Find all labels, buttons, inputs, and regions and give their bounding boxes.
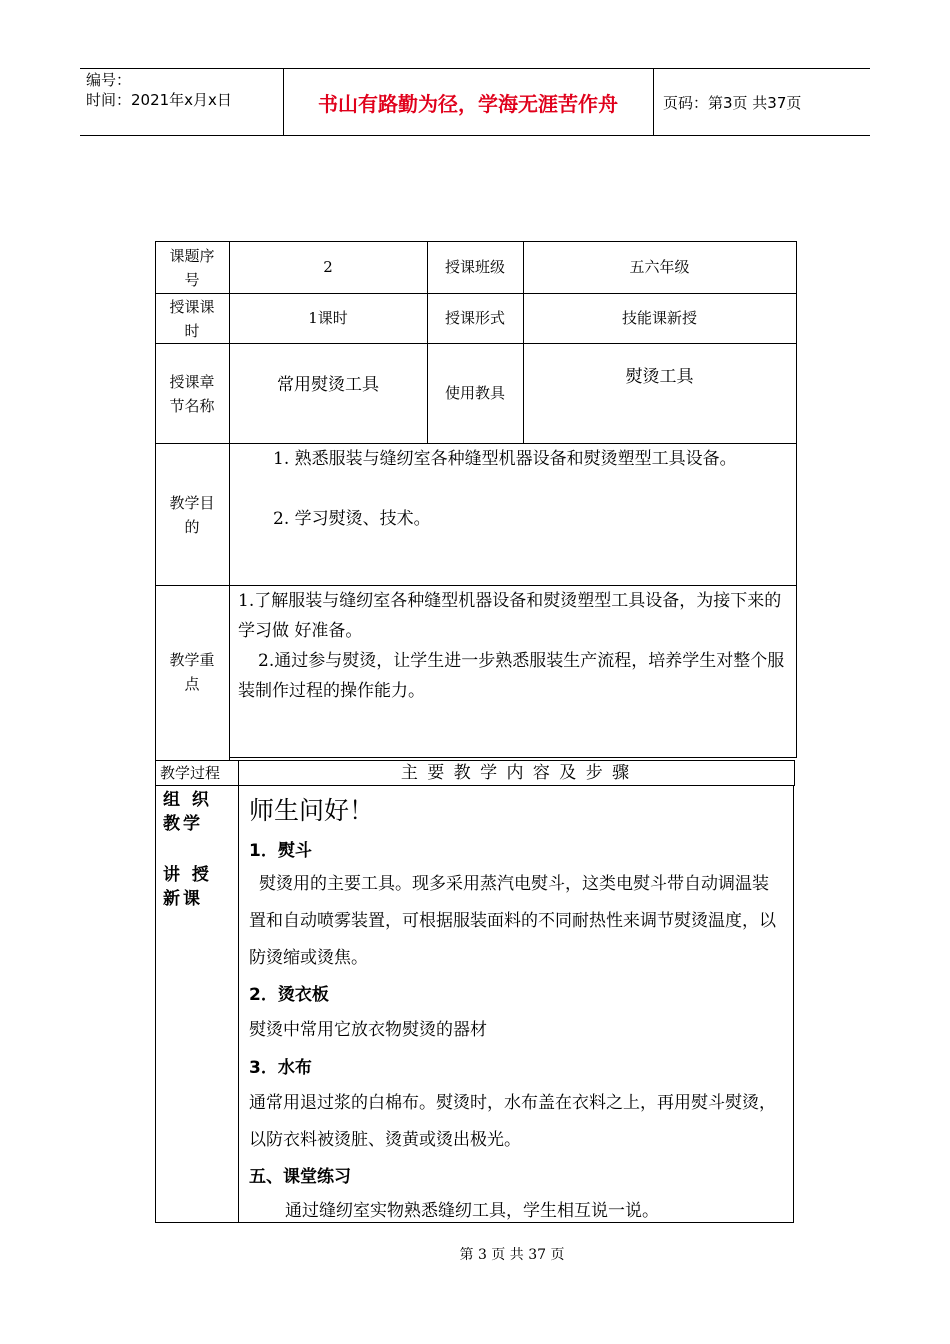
section-1-body: 熨烫用的主要工具。现多采用蒸汽电熨斗，这类电熨斗带自动调温装置和自动喷雾装置，可根据服装面料的不同耐热性来调节熨烫温度，以防烫缩或烫焦。 (249, 874, 776, 968)
label-hours: 授课课时 (169, 297, 215, 340)
label-goals: 教学目的 (169, 494, 215, 536)
value-teaching-aids: 熨烫工具 (625, 367, 694, 387)
doc-number-label: 编号： (86, 71, 132, 89)
section-5-title: 五、课堂练习 (249, 1167, 351, 1187)
process-rule (155, 760, 156, 1223)
key-point-1: 1.了解服装与缝纫室各种缝型机器设备和熨烫塑型工具设备，为接下来的学习做 好准备。 (238, 591, 782, 641)
value-class: 五六年级 (629, 258, 690, 276)
key-point-2: 2.通过参与熨烫，让学生进一步熟悉服装生产流程，培养学生对整个服装制作过程的操作能力。 (238, 651, 785, 701)
process-rule (794, 760, 795, 786)
value-lesson-number: 2 (323, 258, 333, 276)
stage-lecture: 讲 授 新课 (163, 865, 212, 909)
header-divider-right (653, 68, 654, 136)
label-chapter: 授课章节名称 (169, 372, 215, 415)
section-3-title: 3．水布 (249, 1058, 312, 1078)
goal-item-2: 2. 学习熨烫、技术。 (273, 509, 431, 529)
page-footer: 第 3 页 共 37 页 (459, 1247, 565, 1263)
section-1-title: 1．熨斗 (249, 841, 312, 861)
stage-organize: 组 织 教学 (163, 790, 212, 834)
header-motto: 书山有路勤为径，学海无涯苦作舟 (318, 91, 618, 116)
value-hours: 1课时 (308, 309, 348, 327)
section-2-body: 熨烫中常用它放衣物熨烫的器材 (249, 1020, 487, 1040)
table-rule (796, 241, 797, 758)
goal-item-1: 1. 熟悉服装与缝纫室各种缝型机器设备和熨烫塑型工具设备。 (273, 449, 737, 469)
process-header: 主 要 教 学 内 容 及 步 骤 (400, 763, 632, 783)
value-form: 技能课新授 (621, 309, 697, 327)
label-class: 授课班级 (444, 258, 505, 276)
label-lesson-number: 课题序号 (169, 247, 215, 289)
section-5-body: 通过缝纫室实物熟悉缝纫工具，学生相互说一说。 (285, 1201, 659, 1221)
greeting-text: 师生问好！ (249, 796, 375, 825)
label-form: 授课形式 (444, 309, 505, 327)
label-teaching-aids: 使用教具 (444, 384, 505, 402)
value-chapter: 常用熨烫工具 (277, 375, 379, 395)
label-process: 教学过程 (160, 764, 221, 782)
section-3-body: 通常用退过浆的白棉布。熨烫时，水布盖在衣料之上，再用熨斗熨烫，以防衣料被烫脏、烫黄或烫出极光。 (249, 1093, 776, 1150)
doc-time-label: 时间：2021年x月x日 (86, 91, 232, 109)
table-rule (229, 757, 796, 758)
section-2-title: 2．烫衣板 (249, 985, 329, 1005)
process-rule (238, 760, 239, 1223)
table-rule (155, 241, 156, 760)
header-page-code: 页码：第3页 共37页 (663, 93, 802, 112)
process-rule (793, 785, 794, 1223)
label-key-points: 教学重点 (169, 651, 215, 693)
